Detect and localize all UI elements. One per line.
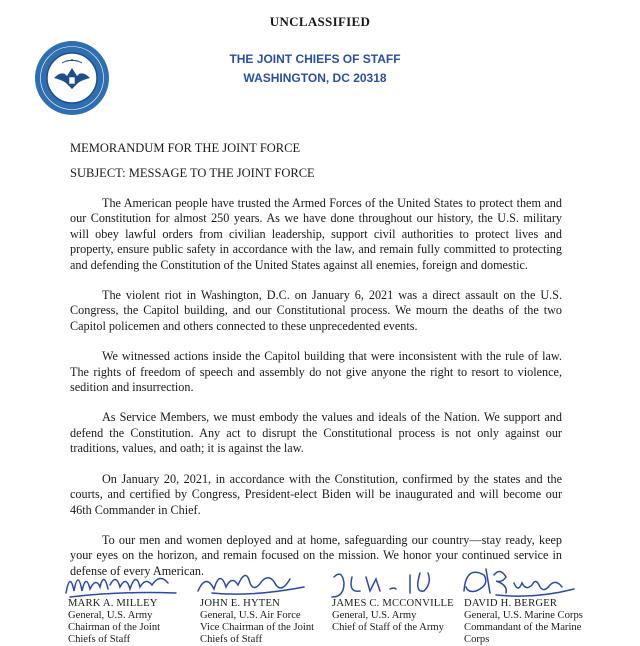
department-of-defense-seal — [34, 40, 110, 116]
signatory-text — [68, 598, 160, 646]
signatory-rank: General, U.S. Army — [332, 610, 417, 621]
signatory-text — [200, 598, 314, 646]
signatory-title: Commandant of the Marine — [464, 622, 582, 633]
signatory-berger — [456, 563, 591, 643]
body-paragraph: On January 20, 2021, in accordance with the Constitution, confirmed by the states and the courts, and certified by Congress, President-elect Biden will be inaugurated and will become our 46th Commander in Chief. — [70, 471, 562, 517]
signatory-rank: General, U.S. Air Force — [200, 610, 301, 621]
signatory-title: Chiefs of Staff — [68, 634, 131, 645]
body-paragraph: As Service Members, we must embody the values and ideals of the Nation. We support and defend the Constitution. Any act to disrupt the Constitutional process is not only against our traditions, values, and oath; it is against the law. — [70, 410, 562, 456]
signatory-hyten — [192, 563, 327, 643]
memorandum-for-line: MEMORANDUM FOR THE JOINT FORCE — [70, 141, 301, 155]
body-paragraph: To our men and women deployed and at home, safeguarding our country—stay ready, keep your eyes on the horizon, and remain focused on the mission. We honor your continued service in defense of every American. — [70, 532, 562, 578]
body-paragraph: The American people have trusted the Armed Forces of the United States to protect them and our Constitution for almost 250 years. As we have done throughout our history, the U.S. military will obey lawful orders from civilian leadership, support civil authorities to protect lives and property, ensure public safety in accordance with the law, and remain fully committed to protecting and defending the Constitution of the United States against all enemies, foreign and domestic. — [70, 196, 562, 272]
signatory-text — [464, 598, 583, 646]
organization-address: WASHINGTON, DC 20318 — [243, 71, 387, 85]
signature-block — [60, 563, 620, 643]
letterhead — [150, 50, 480, 88]
signatory-name: DAVID H. BERGER — [464, 598, 558, 609]
signatory-title: Chief of Staff of the Army — [332, 622, 444, 633]
signatory-rank: General, U.S. Army — [68, 610, 153, 621]
signatory-name: MARK A. MILLEY — [68, 598, 158, 609]
signatory-title: Chairman of the Joint — [68, 622, 161, 633]
signatory-name: JAMES C. MCCONVILLE — [332, 598, 454, 609]
signatory-title: Corps — [464, 634, 490, 645]
body-paragraph: The violent riot in Washington, D.C. on January 6, 2021 was a direct assault on the U.S. Congress, the Capitol building, and our Constitutional process. We mourn the deaths of the two Capitol policemen and others connected to these unprecedented events. — [70, 288, 562, 333]
classification-marking: UNCLASSIFIED — [269, 14, 371, 29]
memo-body — [70, 196, 562, 594]
signatory-text — [332, 598, 454, 634]
signatory-mcconville — [324, 563, 459, 643]
signatory-title: Vice Chairman of the Joint — [200, 622, 315, 633]
body-paragraph: We witnessed actions inside the Capitol building that were inconsistent with the rule of law. The rights of freedom of speech and assembly do not give anyone the right to resort to violence, sedition and insurrection. — [70, 349, 562, 395]
signatory-rank: General, U.S. Marine Corps — [464, 610, 583, 621]
signatory-name: JOHN E. HYTEN — [200, 598, 280, 609]
signatory-milley — [60, 563, 195, 643]
organization-name: THE JOINT CHIEFS OF STAFF — [229, 52, 401, 66]
subject-line: SUBJECT: MESSAGE TO THE JOINT FORCE — [70, 166, 315, 180]
signatory-title: Chiefs of Staff — [200, 634, 263, 645]
